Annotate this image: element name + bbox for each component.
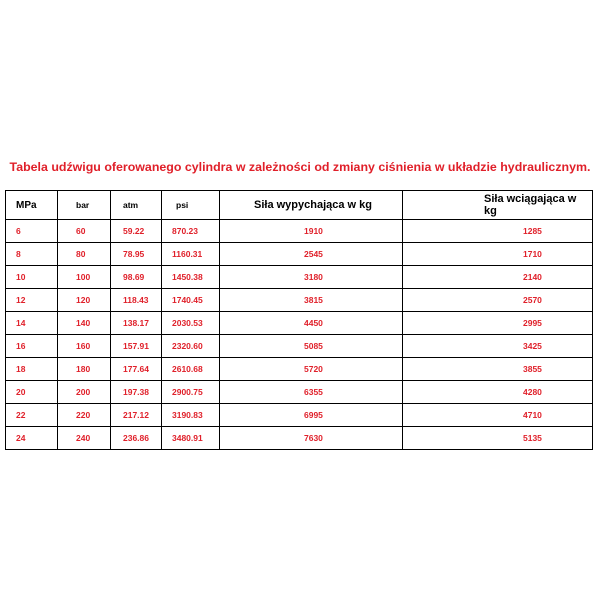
cell-psi: 2900.75: [162, 381, 220, 404]
cell-psi: 3190.83: [162, 404, 220, 427]
cell-mpa: 8: [6, 243, 58, 266]
cell-bar: 100: [58, 266, 111, 289]
cell-push-force: 6995: [220, 404, 403, 427]
cell-atm: 217.12: [111, 404, 162, 427]
cell-push-force: 1910: [220, 220, 403, 243]
cell-push-force: 5085: [220, 335, 403, 358]
cell-bar: 180: [58, 358, 111, 381]
header-push-force: Siła wypychająca w kg: [220, 191, 403, 220]
cell-pull-force: 4710: [403, 404, 593, 427]
cell-mpa: 18: [6, 358, 58, 381]
cell-mpa: 24: [6, 427, 58, 450]
cell-psi: 2030.53: [162, 312, 220, 335]
cell-atm: 197.38: [111, 381, 162, 404]
lifting-capacity-table: [5, 190, 593, 450]
cell-push-force: 3180: [220, 266, 403, 289]
cell-pull-force: 1710: [403, 243, 593, 266]
cell-atm: 157.91: [111, 335, 162, 358]
table-row: [6, 335, 593, 358]
cell-pull-force: 5135: [403, 427, 593, 450]
cell-bar: 200: [58, 381, 111, 404]
cell-atm: 118.43: [111, 289, 162, 312]
cell-psi: 2610.68: [162, 358, 220, 381]
cell-mpa: 12: [6, 289, 58, 312]
table-row: [6, 289, 593, 312]
cell-pull-force: 2140: [403, 266, 593, 289]
table-row: [6, 312, 593, 335]
cell-bar: 160: [58, 335, 111, 358]
cell-mpa: 6: [6, 220, 58, 243]
cell-bar: 240: [58, 427, 111, 450]
cell-mpa: 20: [6, 381, 58, 404]
table-row: [6, 266, 593, 289]
cell-push-force: 5720: [220, 358, 403, 381]
cell-bar: 60: [58, 220, 111, 243]
table-row: [6, 220, 593, 243]
cell-push-force: 6355: [220, 381, 403, 404]
cell-pull-force: 4280: [403, 381, 593, 404]
cell-pull-force: 2995: [403, 312, 593, 335]
header-bar: bar: [58, 191, 111, 220]
page-title: Tabela udźwigu oferowanego cylindra w zależności od zmiany ciśnienia w układzie hydraulicznym.: [9, 160, 591, 174]
cell-psi: 2320.60: [162, 335, 220, 358]
cell-atm: 59.22: [111, 220, 162, 243]
table-body: [6, 220, 593, 450]
lifting-capacity-table-container: [5, 190, 592, 450]
table-header-row: [6, 191, 593, 220]
cell-push-force: 3815: [220, 289, 403, 312]
cell-mpa: 16: [6, 335, 58, 358]
table-row: [6, 243, 593, 266]
cell-pull-force: 1285: [403, 220, 593, 243]
cell-psi: 1160.31: [162, 243, 220, 266]
header-atm: atm: [111, 191, 162, 220]
cell-bar: 120: [58, 289, 111, 312]
cell-atm: 177.64: [111, 358, 162, 381]
cell-atm: 236.86: [111, 427, 162, 450]
cell-bar: 220: [58, 404, 111, 427]
header-pull-force: Siła wciągająca w kg: [403, 191, 593, 220]
cell-pull-force: 2570: [403, 289, 593, 312]
cell-psi: 870.23: [162, 220, 220, 243]
cell-push-force: 2545: [220, 243, 403, 266]
cell-mpa: 22: [6, 404, 58, 427]
cell-pull-force: 3855: [403, 358, 593, 381]
header-mpa: MPa: [6, 191, 58, 220]
cell-bar: 140: [58, 312, 111, 335]
header-psi: psi: [162, 191, 220, 220]
table-row: [6, 381, 593, 404]
cell-psi: 3480.91: [162, 427, 220, 450]
cell-bar: 80: [58, 243, 111, 266]
cell-atm: 78.95: [111, 243, 162, 266]
cell-psi: 1740.45: [162, 289, 220, 312]
table-row: [6, 427, 593, 450]
cell-psi: 1450.38: [162, 266, 220, 289]
cell-push-force: 7630: [220, 427, 403, 450]
cell-pull-force: 3425: [403, 335, 593, 358]
cell-atm: 138.17: [111, 312, 162, 335]
cell-mpa: 10: [6, 266, 58, 289]
table-row: [6, 404, 593, 427]
cell-atm: 98.69: [111, 266, 162, 289]
table-row: [6, 358, 593, 381]
cell-mpa: 14: [6, 312, 58, 335]
cell-push-force: 4450: [220, 312, 403, 335]
